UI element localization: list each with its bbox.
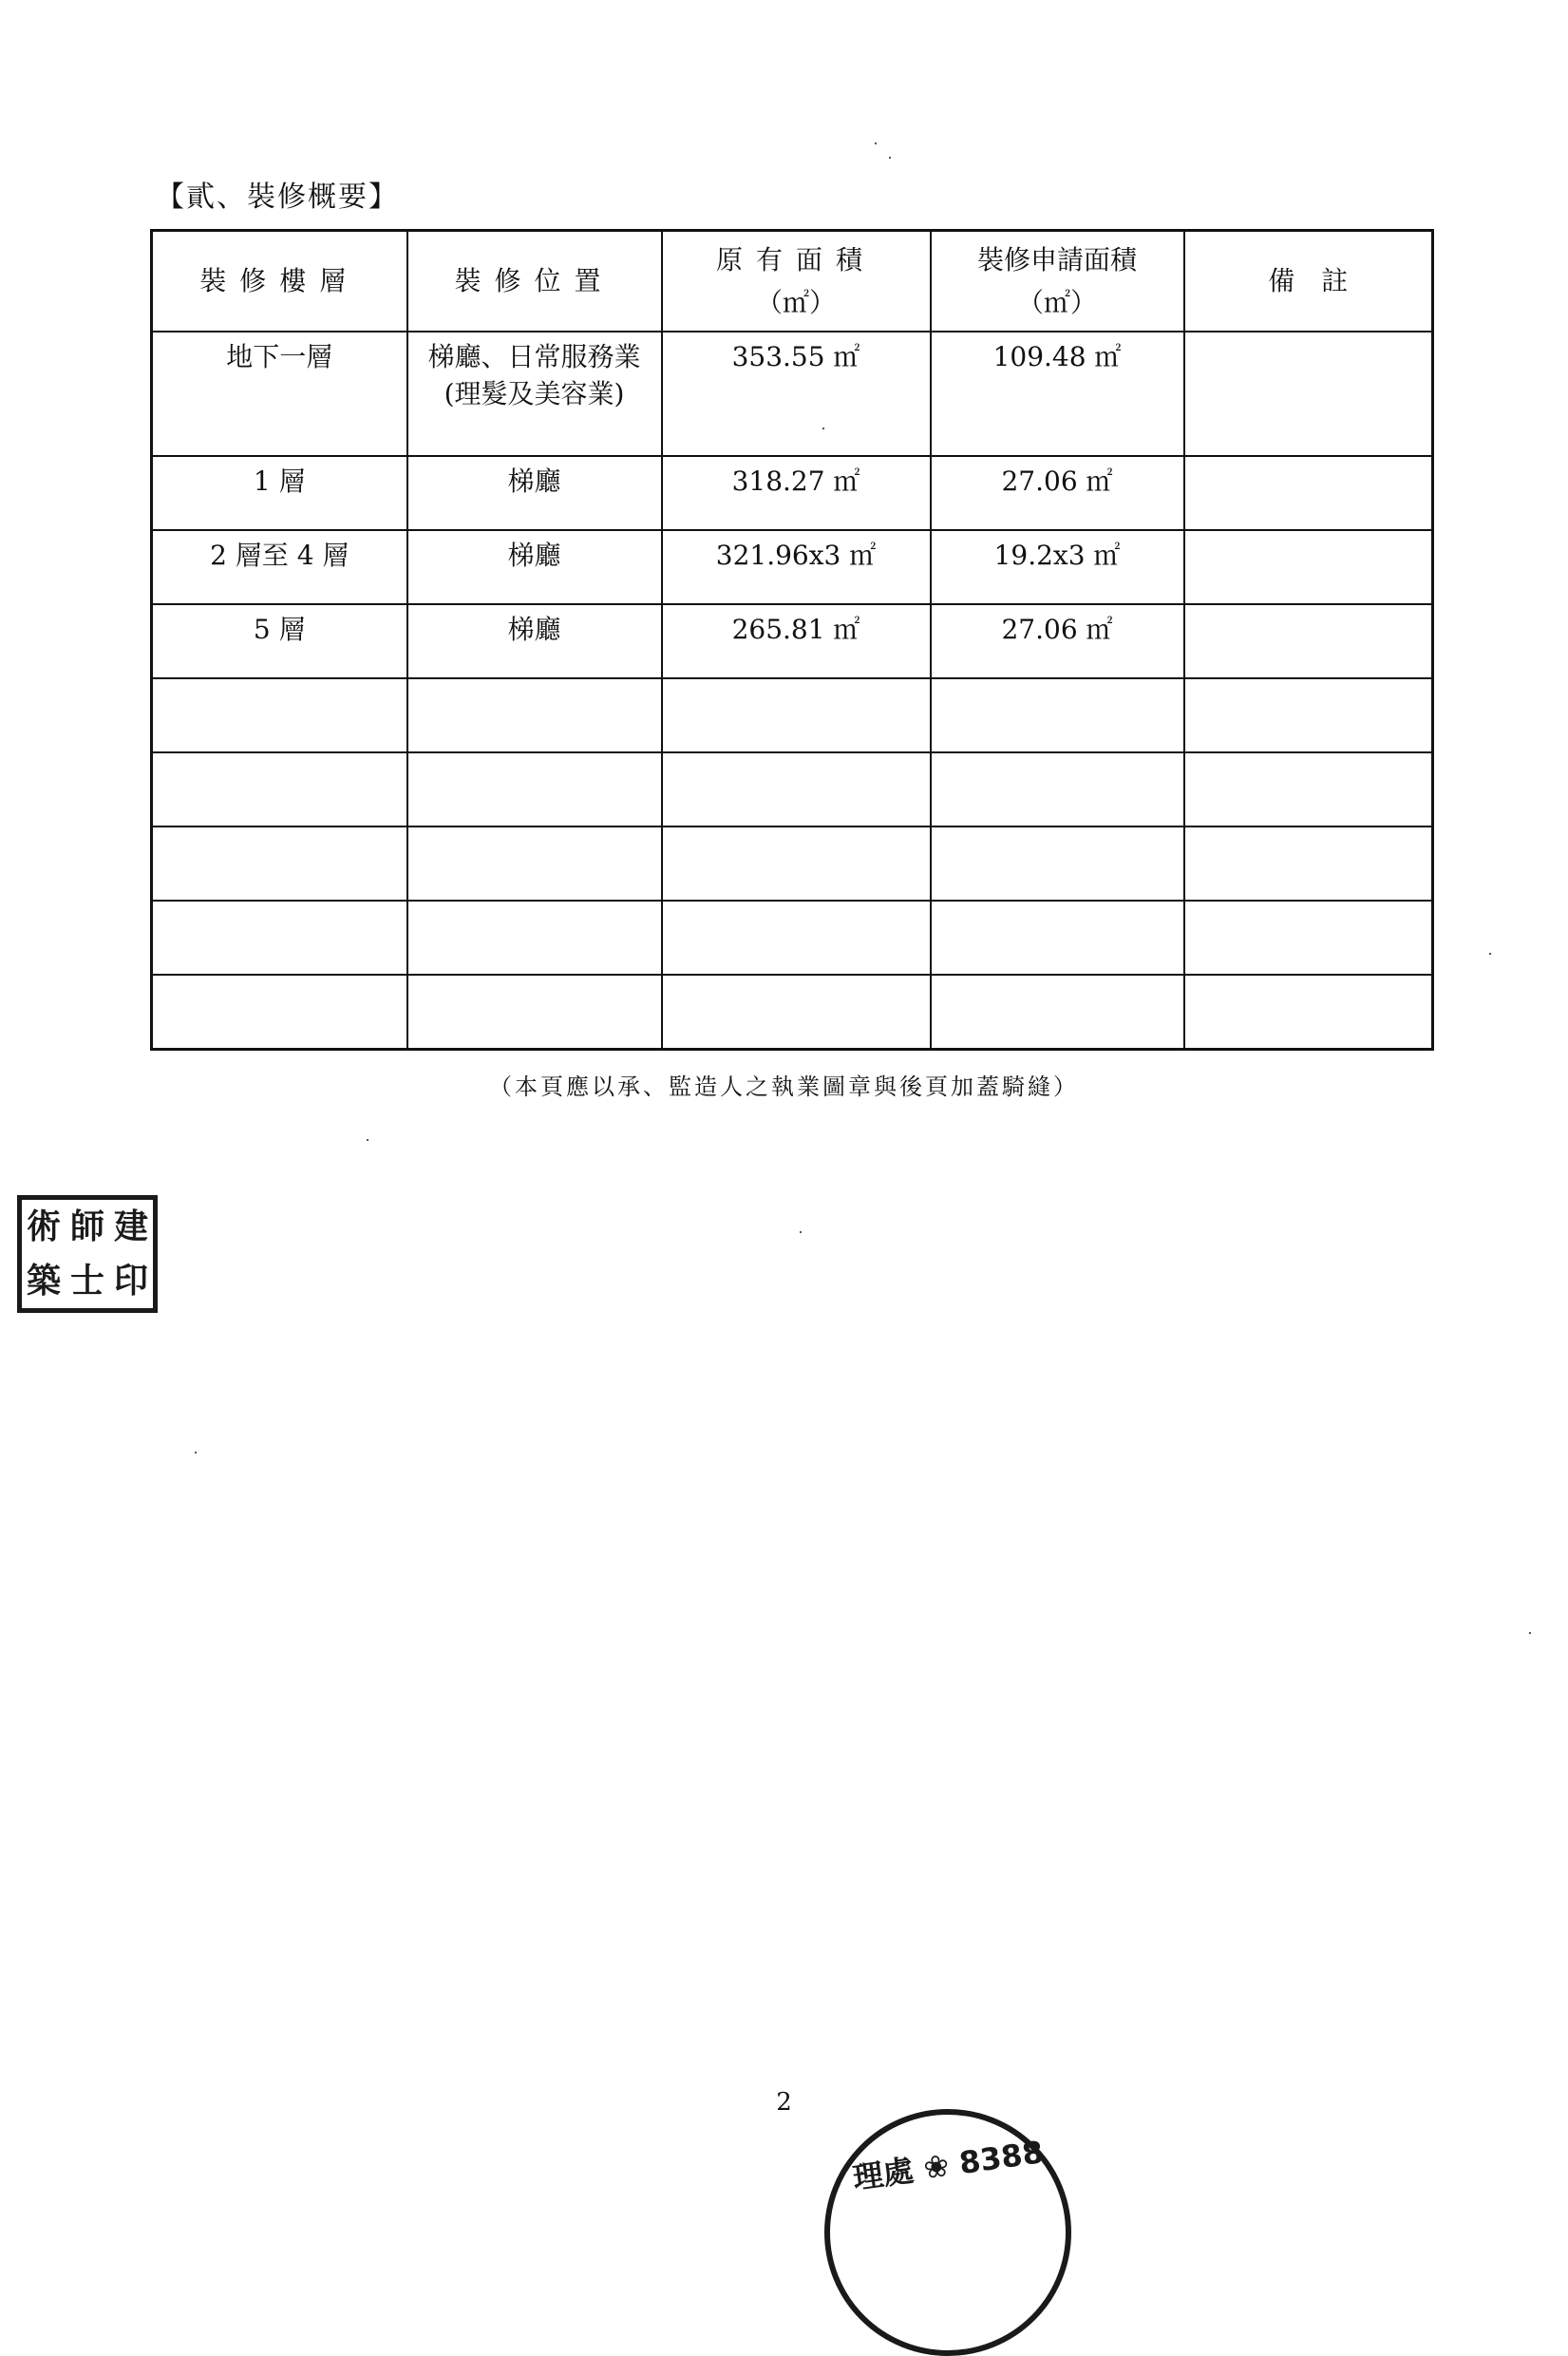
cell-location: [407, 332, 662, 456]
empty-cell: [1184, 678, 1433, 752]
table-row: [152, 530, 1433, 604]
cell-original-area: 321.96x3 ㎡: [662, 530, 931, 604]
scan-speck: [889, 157, 891, 159]
header-applied-area: [931, 231, 1184, 332]
empty-cell: [1184, 901, 1433, 975]
header-remarks: [1184, 231, 1433, 332]
cell-applied-area: 19.2x3 ㎡: [931, 530, 1184, 604]
table-row: [152, 604, 1433, 678]
scan-speck: [875, 142, 877, 144]
cell-applied-area: 27.06 ㎡: [931, 604, 1184, 678]
empty-cell: [407, 975, 662, 1050]
cell-applied-area: 109.48 ㎡: [931, 332, 1184, 456]
empty-table-row: [152, 901, 1433, 975]
empty-cell: [931, 678, 1184, 752]
seal-glyph: 士: [69, 1261, 104, 1301]
empty-cell: [662, 975, 931, 1050]
section-heading: 【貳、裝修概要】: [156, 180, 399, 214]
table-header-row: [152, 231, 1433, 332]
empty-cell: [662, 826, 931, 901]
cell-original-area: 265.81 ㎡: [662, 604, 931, 678]
cell-applied-area: 27.06 ㎡: [931, 456, 1184, 530]
empty-cell: [407, 678, 662, 752]
header-floor: [152, 231, 407, 332]
header-original-area: [662, 231, 931, 332]
scan-speck: [822, 428, 824, 429]
empty-cell: [662, 678, 931, 752]
empty-cell: [662, 901, 931, 975]
cell-location: 梯廳: [407, 456, 662, 530]
page-number: 2: [776, 2088, 792, 2117]
table-row: [152, 332, 1433, 456]
empty-cell: [931, 975, 1184, 1050]
renovation-summary-table: [150, 229, 1434, 1051]
seal-glyph: 印: [113, 1261, 148, 1301]
cell-floor: 2 層至 4 層: [152, 530, 407, 604]
empty-cell: [931, 901, 1184, 975]
header-location-label: 裝修位置: [454, 265, 614, 297]
empty-cell: [662, 752, 931, 826]
empty-table-row: [152, 752, 1433, 826]
scan-speck: [800, 1231, 802, 1233]
cell-floor: 5 層: [152, 604, 407, 678]
header-original-area-label: 原有面積: [715, 243, 876, 276]
header-remarks-label: 備 註: [1268, 265, 1349, 297]
empty-table-row: [152, 678, 1433, 752]
empty-cell: [407, 752, 662, 826]
empty-cell: [152, 678, 407, 752]
office-stamp-text: 理處 ❀ 8388: [850, 2134, 1047, 2196]
office-stamp: [824, 2109, 1071, 2356]
empty-cell: [152, 826, 407, 901]
seal-glyph: 建: [113, 1206, 148, 1246]
empty-cell: [152, 901, 407, 975]
cell-original-area: 318.27 ㎡: [662, 456, 931, 530]
empty-cell: [407, 901, 662, 975]
cell-floor: 1 層: [152, 456, 407, 530]
empty-table-row: [152, 975, 1433, 1050]
empty-table-row: [152, 826, 1433, 901]
scan-speck: [1529, 1632, 1531, 1634]
empty-cell: [1184, 752, 1433, 826]
scan-speck: [367, 1139, 368, 1141]
cell-original-area: 353.55 ㎡: [662, 332, 931, 456]
cell-location-line: (理髮及美容業): [444, 378, 625, 410]
cell-floor: 地下一層: [152, 332, 407, 456]
empty-cell: [152, 975, 407, 1050]
scan-speck: [195, 1452, 197, 1454]
header-floor-label: 裝修樓層: [199, 265, 360, 297]
seal-glyph: 師: [69, 1206, 104, 1246]
cell-location: 梯廳: [407, 530, 662, 604]
empty-cell: [407, 826, 662, 901]
cell-remarks: [1184, 604, 1433, 678]
cell-remarks: [1184, 530, 1433, 604]
empty-cell: [1184, 975, 1433, 1050]
header-location: [407, 231, 662, 332]
cell-remarks: [1184, 332, 1433, 456]
cell-remarks: [1184, 456, 1433, 530]
empty-cell: [931, 826, 1184, 901]
header-original-area-unit: （㎡）: [755, 287, 836, 318]
header-applied-area-unit: （㎡）: [1016, 287, 1097, 318]
table-row: [152, 456, 1433, 530]
cell-location: 梯廳: [407, 604, 662, 678]
scan-speck: [1489, 953, 1491, 955]
footer-note: （本頁應以承、監造人之執業圖章與後頁加蓋騎縫）: [489, 1074, 1079, 1100]
cell-location-line: 梯廳、日常服務業: [427, 341, 641, 372]
architect-seal: [17, 1195, 158, 1313]
header-applied-area-label: 裝修申請面積: [976, 243, 1137, 276]
empty-cell: [152, 752, 407, 826]
seal-glyph: 築: [26, 1261, 61, 1301]
empty-cell: [1184, 826, 1433, 901]
seal-glyph: 術: [26, 1206, 61, 1246]
empty-cell: [931, 752, 1184, 826]
